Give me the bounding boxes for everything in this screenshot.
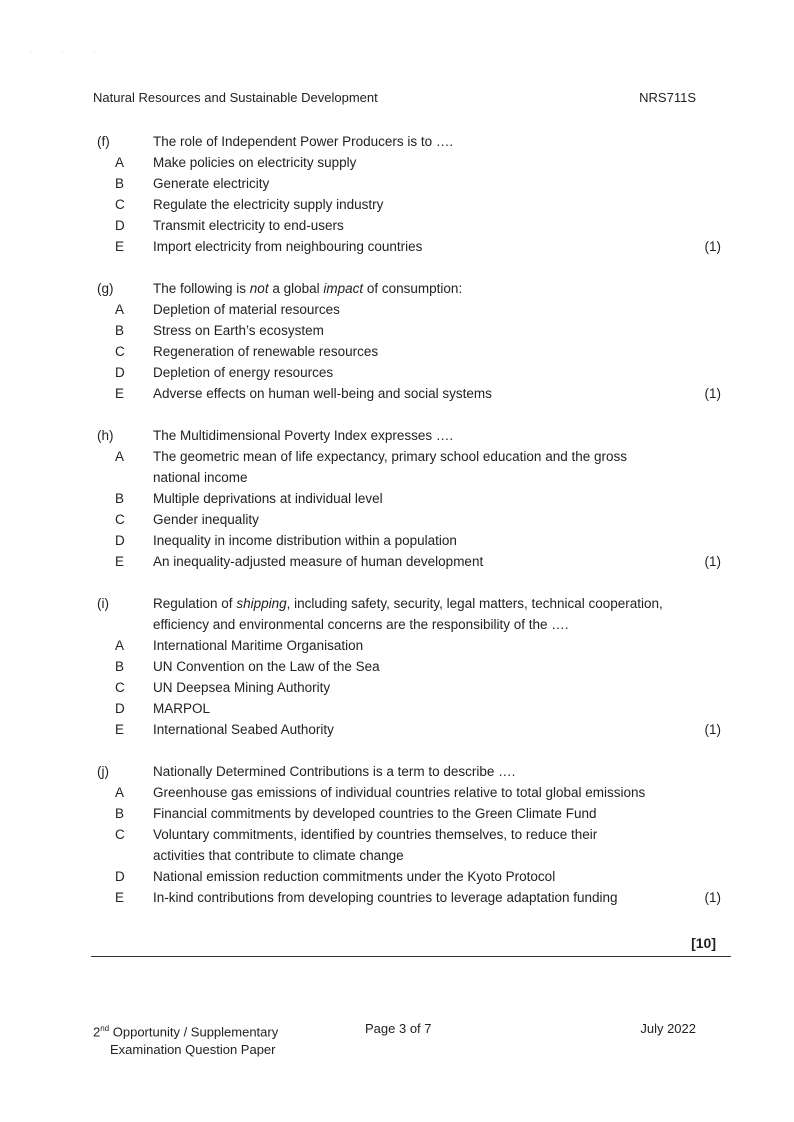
mark-allocation: (1) [704,722,721,737]
question-stem: The role of Independent Power Producers is to …. [153,134,454,149]
page-number: Page 3 of 7 [365,1021,432,1036]
option-letter: D [115,533,125,548]
option-text: Transmit electricity to end-users [153,218,344,233]
option-text: Make policies on electricity supply [153,155,357,170]
exam-date: July 2022 [640,1021,696,1036]
question-f [91,131,721,257]
course-code: NRS711S [639,90,696,105]
option-text: UN Deepsea Mining Authority [153,680,331,695]
option-text: Regeneration of renewable resources [153,344,379,359]
option-text: MARPOL [153,701,211,716]
option-text: Greenhouse gas emissions of individual countries relative to total global emissions [153,785,646,800]
option-letter: B [115,659,125,674]
mark-allocation: (1) [704,890,721,905]
option-text: Multiple deprivations at individual level [153,491,383,506]
question-g [91,278,721,404]
mark-allocation: (1) [704,239,721,254]
option-letter: A [115,449,125,464]
option-letter: C [115,344,125,359]
option-text: International Maritime Organisation [153,638,364,653]
option-text: Regulate the electricity supply industry [153,197,384,212]
option-text: Import electricity from neighbouring countries [153,239,423,254]
option-text: Adverse effects on human well-being and social systems [153,386,492,401]
option-letter: E [115,239,125,254]
question-h [91,425,721,572]
question-stem: Regulation of shipping, including safety, security, legal matters, technical cooperation, efficiency and environmental concerns are the responsibility of the …. [153,596,663,632]
question-stem: Nationally Determined Contributions is a term to describe …. [153,764,516,779]
option-text: The geometric mean of life expectancy, primary school education and the gross national income [153,449,627,485]
option-letter: A [115,155,125,170]
option-text: National emission reduction commitments under the Kyoto Protocol [153,869,556,884]
option-text: UN Convention on the Law of the Sea [153,659,380,674]
option-text: Generate electricity [153,176,270,191]
option-text: Voluntary commitments, identified by countries themselves, to reduce their activities that contribute to climate change [153,827,598,863]
section-total: [10] [691,935,716,951]
option-letter: D [115,365,125,380]
option-letter: A [115,638,125,653]
option-letter: E [115,386,125,401]
question-stem: The Multidimensional Poverty Index expresses …. [153,428,454,443]
question-stem: The following is not a global impact of consumption: [153,281,463,296]
question-list [91,131,721,929]
option-letter: D [115,869,125,884]
question-number: (f) [97,134,110,149]
option-letter: B [115,491,125,506]
option-text: Depletion of energy resources [153,365,334,380]
question-number: (j) [97,764,109,779]
course-title: Natural Resources and Sustainable Development [93,90,378,105]
option-text: In-kind contributions from developing countries to leverage adaptation funding [153,890,618,905]
option-letter: A [115,302,125,317]
option-text: International Seabed Authority [153,722,334,737]
option-text: Gender inequality [153,512,259,527]
divider [91,956,731,957]
option-text: Depletion of material resources [153,302,340,317]
option-text: Financial commitments by developed countries to the Green Climate Fund [153,806,597,821]
option-letter: C [115,512,125,527]
question-i [91,593,721,740]
question-number: (g) [97,281,114,296]
option-letter: D [115,701,125,716]
option-text: Inequality in income distribution within a population [153,533,457,548]
option-letter: C [115,680,125,695]
option-letter: B [115,323,125,338]
option-letter: B [115,176,125,191]
mark-allocation: (1) [704,554,721,569]
option-letter: B [115,806,125,821]
option-letter: C [115,827,125,842]
option-letter: E [115,554,125,569]
question-number: (h) [97,428,114,443]
option-text: Stress on Earth’s ecosystem [153,323,324,338]
option-letter: D [115,218,125,233]
option-letter: E [115,722,125,737]
question-number: (i) [97,596,109,611]
mark-allocation: (1) [704,386,721,401]
option-letter: E [115,890,125,905]
option-letter: C [115,197,125,212]
scan-specks: · · · [30,50,110,56]
question-j [91,761,721,908]
option-letter: A [115,785,125,800]
option-text: An inequality-adjusted measure of human development [153,554,484,569]
exam-type: 2nd Opportunity / Supplementary Examination Question Paper [93,1024,279,1058]
